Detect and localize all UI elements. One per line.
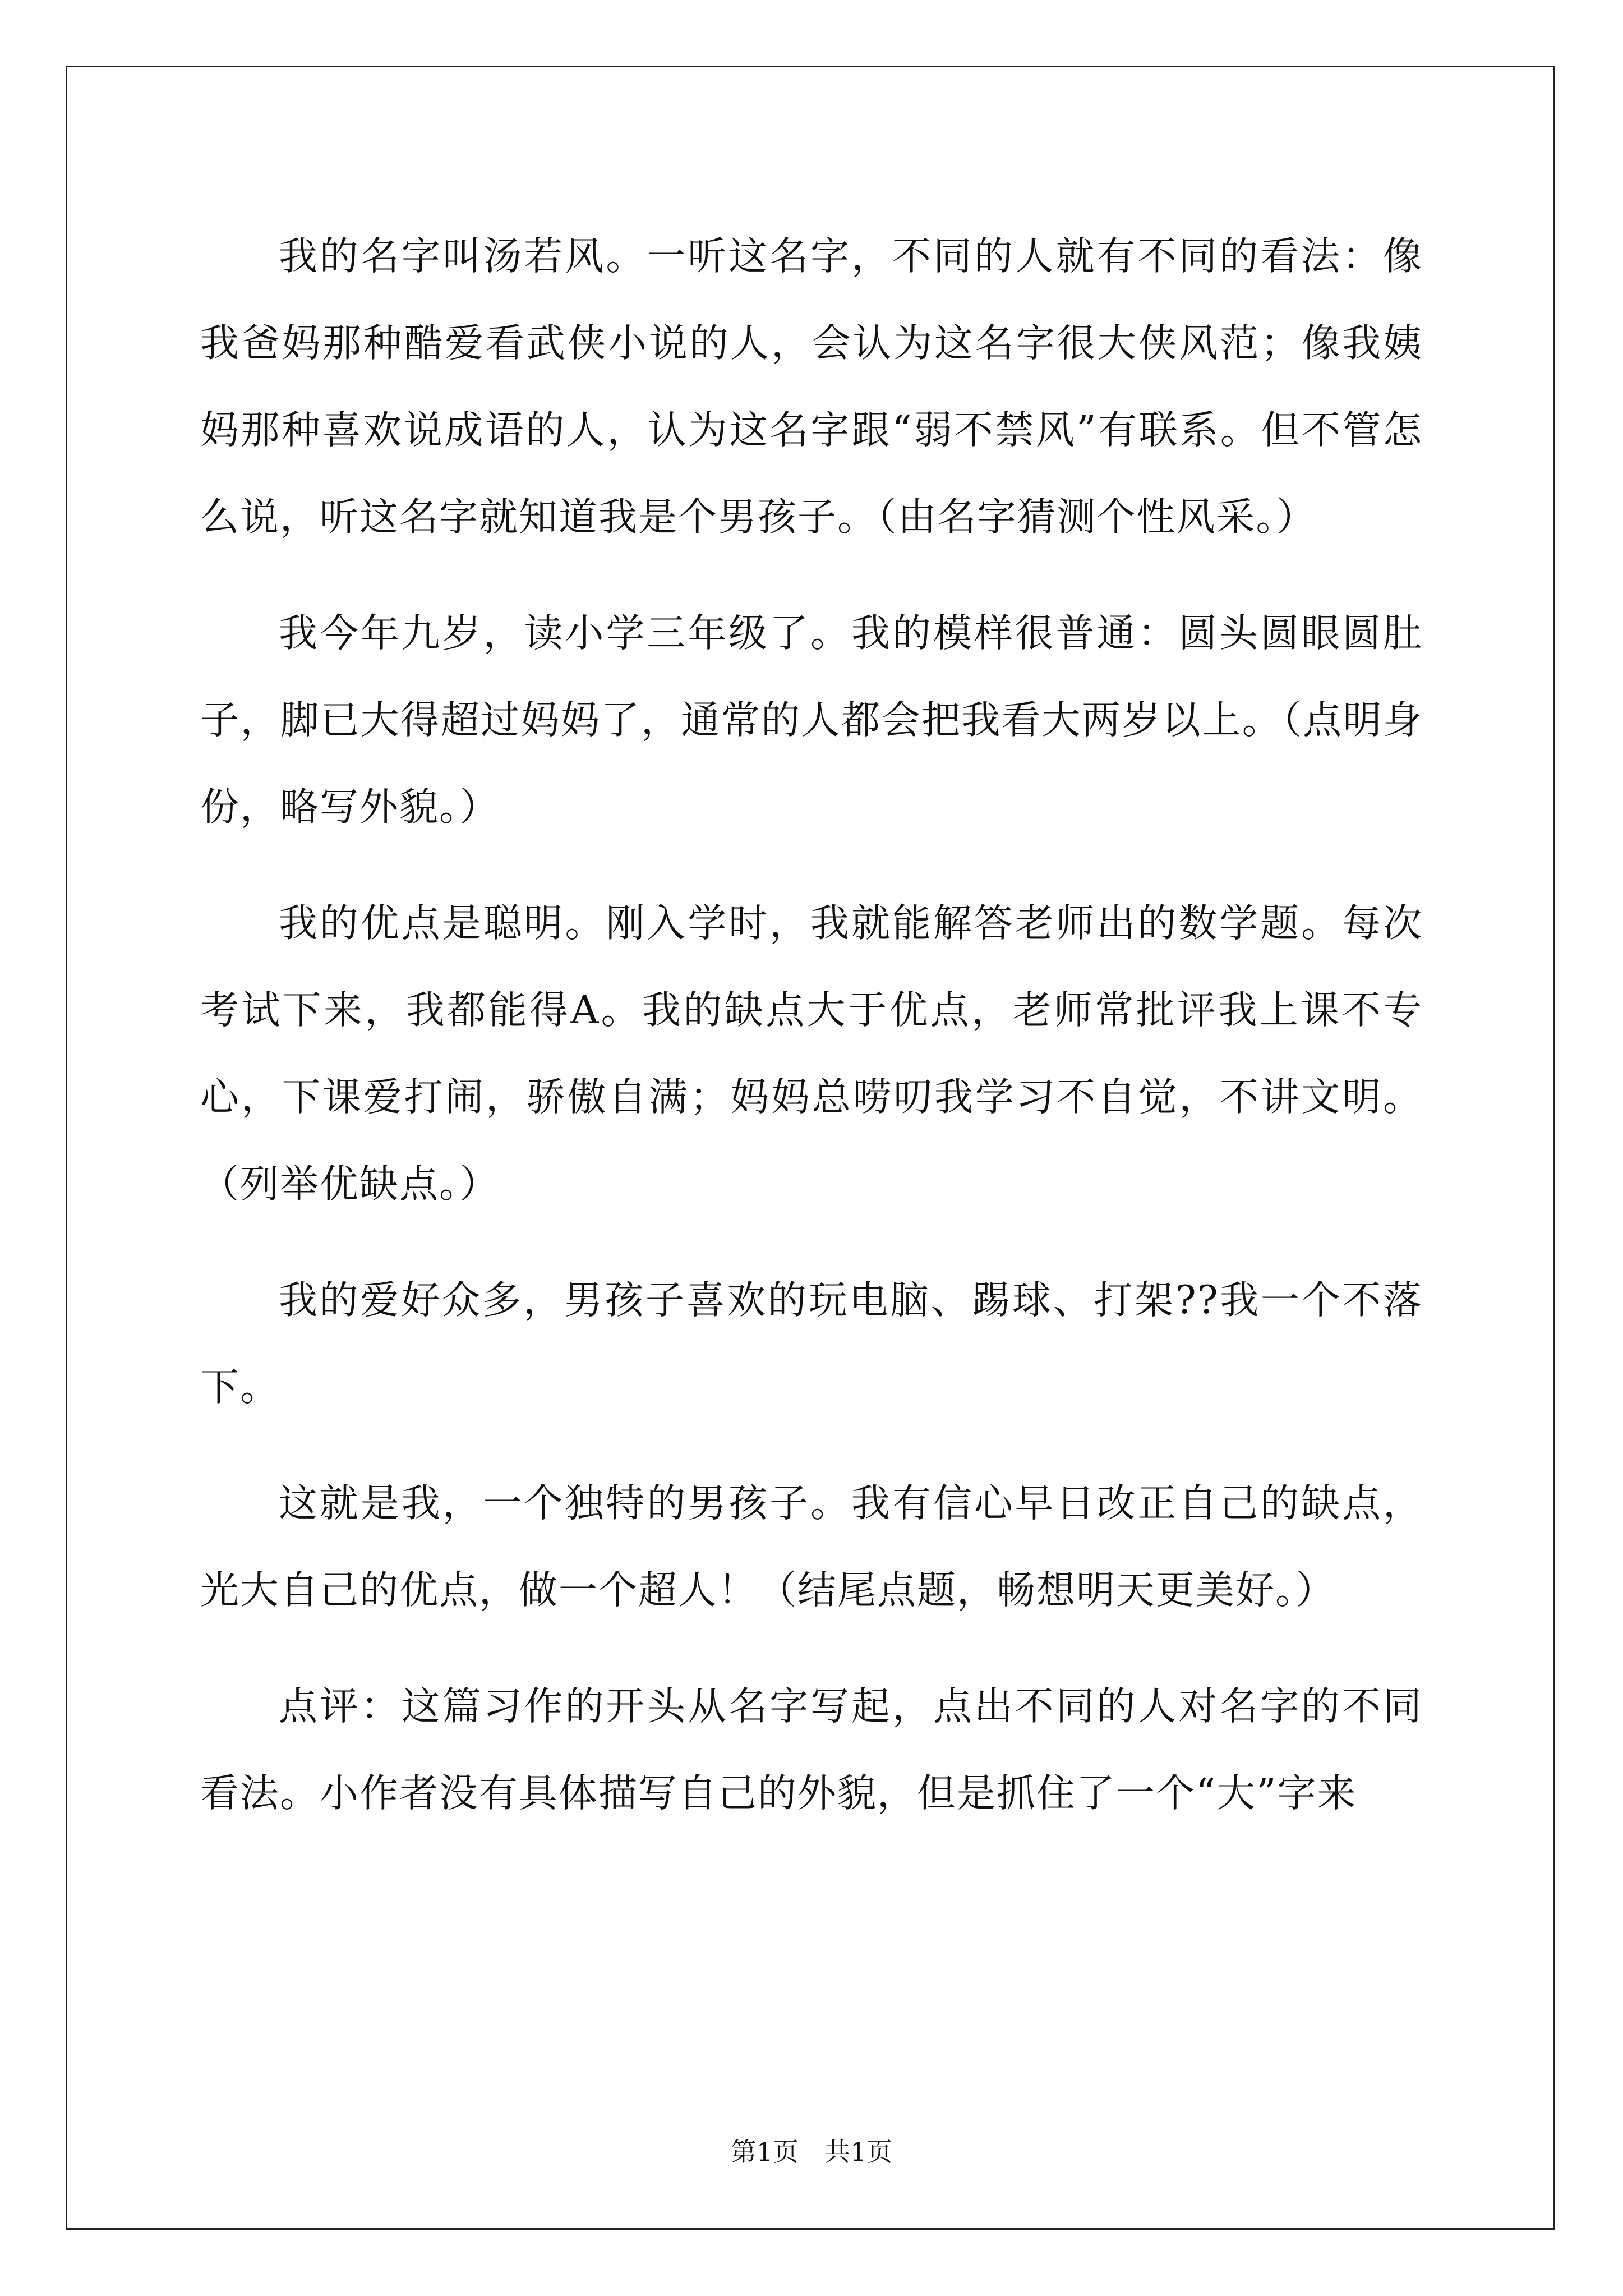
- paragraph-age-appearance: 我今年九岁，读小学三年级了。我的模样很普通：圆头圆眼圆肚子，脚已大得超过妈妈了，通常的人都会把我看大两岁以上。（点明身份，略写外貌。）: [200, 611, 1423, 830]
- paragraph-strengths-weaknesses: 我的优点是聪明。刚入学时，我就能解答老师出的数学题。每次考试下来，我都能得A。我的缺点大于优点，老师常批评我上课不专心，下课爱打闹，骄傲自满；妈妈总唠叨我学习不自觉，不讲文明。（列举优缺点。）: [200, 901, 1423, 1207]
- page-footer: 第1页 共1页: [730, 2137, 893, 2167]
- paragraph-hobbies: 我的爱好众多，男孩子喜欢的玩电脑、踢球、打架??我一个不落下。: [200, 1278, 1423, 1410]
- paragraph-commentary: 点评：这篇习作的开头从名字写起，点出不同的人对名字的不同看法。小作者没有具体描写自己的外貌，但是抓住了一个“大”字来: [200, 1684, 1423, 1816]
- paragraph-conclusion: 这就是我，一个独特的男孩子。我有信心早日改正自己的缺点，光大自己的优点，做一个超人！（结尾点题，畅想明天更美好。）: [200, 1481, 1423, 1613]
- document-body: [200, 213, 1423, 1866]
- paragraph-name-intro: 我的名字叫汤若风。一听这名字，不同的人就有不同的看法：像我爸妈那种酷爱看武侠小说的人，会认为这名字很大侠风范；像我姨妈那种喜欢说成语的人，认为这名字跟“弱不禁风”有联系。但不管怎么说，听这名字就知道我是个男孩子。（由名字猜测个性风采。）: [200, 234, 1423, 540]
